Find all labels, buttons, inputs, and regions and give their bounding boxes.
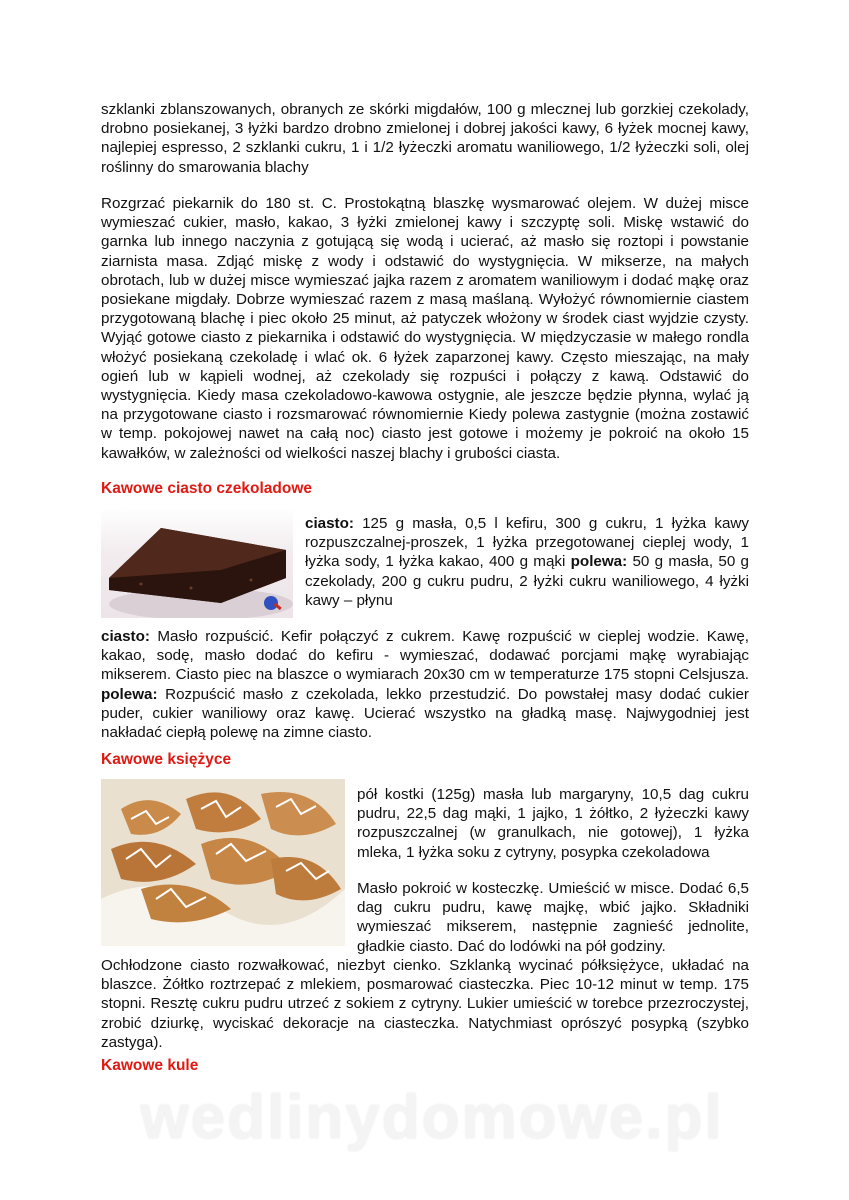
recipe1-ing-text-ciasto: 125 g masła, 0,5 l kefiru, 300 g cukru, 1 łyżka kawy rozpuszczalnej-proszek, 1 łyżka przegotowanej cieplej wody, 1 łyżka sody, 1 łyżka kakao, 400 g mąki bbox=[305, 515, 749, 571]
recipe1-ing-label-ciasto: ciasto: bbox=[305, 515, 354, 532]
intro-ingredients: szklanki zblanszowanych, obranych ze skórki migdałów, 100 g mlecznej lub gorzkiej czekolady, drobno posiekanej, 3 łyżki bardzo drobno zmielonej i dobrej jakości kawy, 6 łyżek mocnej kawy, najlepiej espresso, 2 szklanki cukru, 1 i 1/2 łyżeczki aromatu waniliowego, 1/2 łyżeczki soli, olej roślinny do smarowania blachy bbox=[101, 101, 749, 176]
cookies-image bbox=[101, 779, 345, 946]
recipe1-method-label-polewa: polewa: bbox=[101, 685, 158, 703]
recipe-title-kawowe-kule: Kawowe kule bbox=[101, 1057, 199, 1074]
recipe2-ingredients: pół kostki (125g) masła lub margaryny, 10,5 dag cukru pudru, 22,5 dag mąki, 1 jajko, 1 żółtko, 2 łyżeczki kawy rozpuszczalnej (w granulkach, nie gotowej), 1 łyżka mleka, 1 łyżka soku z cytryny, posypka czekoladowa bbox=[357, 786, 749, 861]
recipe2-method-top: Masło pokroić w kosteczkę. Umieścić w misce. Dodać 6,5 dag cukru pudru, kawę majkę, wbić jajko. Składniki wymieszać mikserem, następnie zagnieść jednolite, gładkie ciasto. Dać do lodówki na pół godziny. bbox=[357, 880, 749, 955]
coffee-crescent-cookies-photo bbox=[101, 779, 345, 946]
recipe1-ing-label-polewa: polewa: bbox=[570, 553, 628, 571]
recipe1-method-label-ciasto: ciasto: bbox=[101, 628, 150, 645]
recipe1-method bbox=[101, 627, 749, 742]
recipe1-ingredients bbox=[305, 514, 749, 610]
watermark: wedlinydomowe.pl bbox=[140, 1083, 724, 1152]
intro-method: Rozgrzać piekarnik do 180 st. C. Prostokątną blaszkę wysmarować olejem. W dużej misce wymieszać cukier, masło, kakao, 3 łyżki zmielonej kawy i szczyptę soli. Miskę wstawić do garnka lub innego naczynia z gotującą się wodą i ucierać, aż masło się roztopi i powstanie ziarnista masa. Zdjąć miskę z wody i odstawić do wystygnięcia. W mikserze, na małych obrotach, lub w dużej misce wymieszać jajka razem z aromatem waniliowym i dodać mąkę oraz posiekane migdały. Dobrze wymieszać razem z masą maślaną. Wyłożyć równomiernie ciastem przygotowaną blachę i piec około 25 minut, aż patyczek włożony w środek ciast wyjdzie czysty. Wyjąć gotowe ciasto z piekarnika i odstawić do wystygnięcia. W międzyczasie w małego rondla włożyć posiekaną czekoladę i wlać ok. 6 łyżek zaparzonej kawy. Często mieszając, na mały ogień lub w kąpieli wodnej, aż czekolady się rozpuści i połączy z kawą. Odstawić do wystygnięcia. Kiedy masa czekoladowo-kawowa ostygnie, ale jeszcze będzie płynna, wylać ją na przygotowane ciasto i rozsmarować równomiernie Kiedy polewa zastygnie (można zostawić w temp. pokojowej nawet na całą noc) ciasto jest gotowe i możemy je pokroić na około 15 kawałków, w zależności od wielkości naszej blachy i grubości ciasta. bbox=[101, 195, 749, 462]
recipe-title-kawowe-ciasto-czekoladowe: Kawowe ciasto czekoladowe bbox=[101, 480, 313, 497]
recipe-title-kawowe-ksiezyce: Kawowe księżyce bbox=[101, 751, 232, 768]
recipe1-ing-text-polewa: 50 g masła, 50 g czekolady, 200 g cukru pudru, 2 łyżki cukru waniliowego, 4 łyżki kawy – płynu bbox=[305, 553, 749, 609]
recipe1-method-text-ciasto: Masło rozpuścić. Kefir połączyć z cukrem. Kawę rozpuścić w cieplej wodzie. Kawę, kakao, sodę, masło dodać do kefiru - wymieszać, dodawać porcjami mąkę wyrabiając mikserem. Ciasto piec na blaszce o wymiarach 20x30 cm w temperaturze 175 stopni Celsjusza. bbox=[101, 628, 749, 684]
recipe2-method-bottom: Ochłodzone ciasto rozwałkować, niezbyt cienko. Szklanką wycinać półksiężyce, układać na blaszce. Żółtko roztrzepać z mlekiem, posmarować ciasteczka. Piec 10-12 minut w temp. 175 stopni. Resztę cukru pudru utrzeć z sokiem z cytryny. Lukier umieścić w torebce przezroczystej, zrobić dziurkę, wyciskać dekoracje na ciasteczka. Natychmiast oprószyć posypką (szybko zastyga). bbox=[101, 957, 749, 1051]
recipe1-method-text-polewa: Rozpuścić masło z czekolada, lekko przestudzić. Do powstałej masy dodać cukier puder, cukier waniliowy oraz kawę. Ucierać wszystko na gładką masę. Najwygodniej jest nakładać ciepłą polewę na zimne ciasto. bbox=[101, 685, 749, 742]
chocolate-cake-photo bbox=[101, 508, 293, 618]
chocolate-cake-image bbox=[101, 508, 293, 618]
